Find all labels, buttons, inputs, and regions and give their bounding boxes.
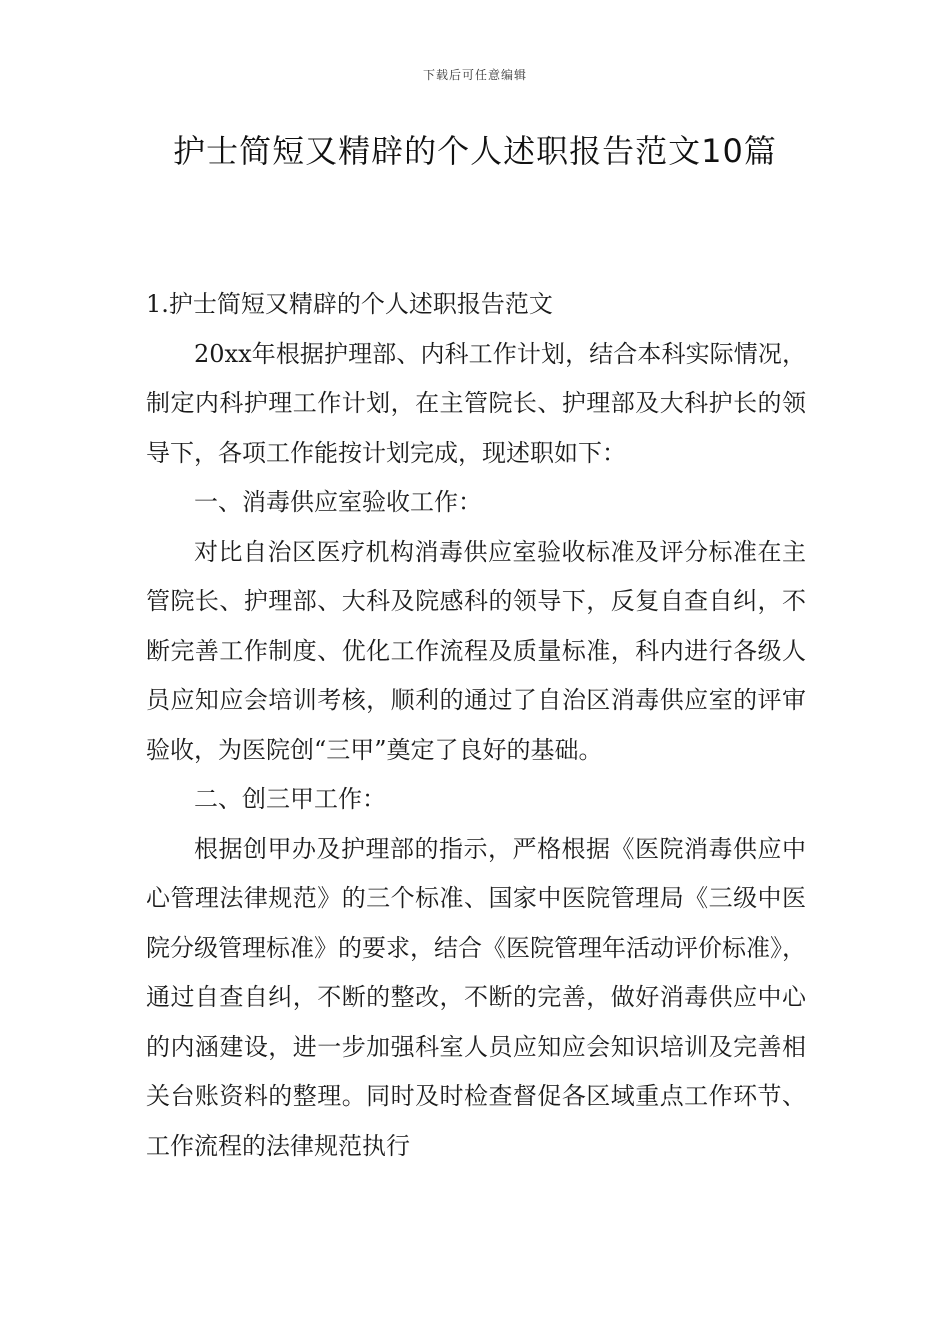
subheading-three-a: 二、创三甲工作： — [194, 785, 386, 813]
paragraph-intro: 20xx年根据护理部、内科工作计划，结合本科实际情况，制定内科护理工作计划，在主管院长、护理部及大科护长的领导下，各项工作能按计划完成，现述职如下： — [146, 339, 806, 467]
document-title: 护士简短又精辟的个人述职报告范文10篇 — [173, 132, 777, 170]
subheading-disinfection: 一、消毒供应室验收工作： — [194, 488, 482, 516]
paragraph-disinfection: 对比自治区医疗机构消毒供应室验收标准及评分标准在主管院长、护理部、大科及院感科的领导下，反复自查自纠，不断完善工作制度、优化工作流程及质量标准，科内进行各级人员应知应会培训考核，顺利的通过了自治区消毒供应室的评审验收，为医院创“三甲”奠定了良好的基础。 — [146, 537, 806, 764]
header-note: 下载后可任意编辑 — [422, 68, 527, 82]
document-body — [146, 280, 806, 1171]
section-heading: 1.护士简短又精辟的个人述职报告范文 — [146, 290, 553, 318]
paragraph-three-a: 根据创甲办及护理部的指示，严格根据《医院消毒供应中心管理法律规范》的三个标准、国家中医院管理局《三级中医院分级管理标准》的要求，结合《医院管理年活动评价标准》，通过自查自纠，不断的整改，不断的完善，做好消毒供应中心的内涵建设，进一步加强科室人员应知应会知识培训及完善相关台账资料的整理。同时及时检查督促各区域重点工作环节、工作流程的法律规范执行 — [146, 834, 806, 1160]
